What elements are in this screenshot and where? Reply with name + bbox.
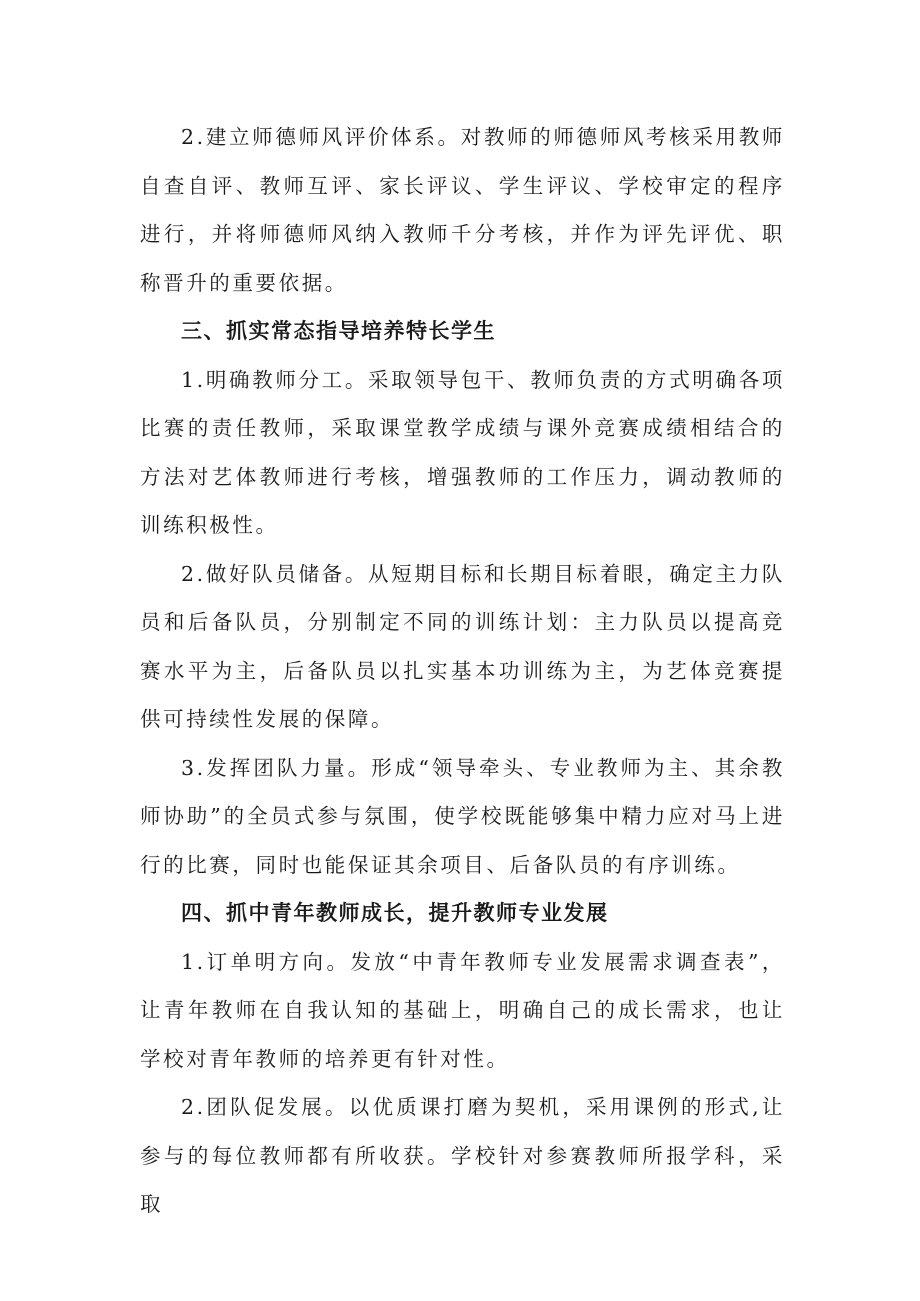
section-heading-four: 四、抓中青年教师成长，提升教师专业发展 <box>181 901 609 925</box>
document-page <box>140 113 785 1229</box>
paragraph-team-strength: 3.发挥团队力量。形成“领导牵头、专业教师为主、其余教师协助”的全员式参与氛围，使学校既能够集中精力应对马上进行的比赛，同时也能保证其余项目、后备队员的有序训练。 <box>140 755 785 877</box>
paragraph-team-development: 2.团队促发展。以优质课打磨为契机，采用课例的形式,让参与的每位教师都有所收获。学校针对参赛教师所报学科，采取 <box>140 1095 785 1216</box>
paragraph-teacher-division: 1.明确教师分工。采取领导包干、教师负责的方式明确各项比赛的责任教师，采取课堂教学成绩与课外竞赛成绩相结合的方法对艺体教师进行考核，增强教师的工作压力，调动教师的训练积极性。 <box>140 367 785 537</box>
paragraph-team-reserve: 2.做好队员储备。从短期目标和长期目标着眼，确定主力队员和后备队员，分别制定不同的训练计划：主力队员以提高竞赛水平为主，后备队员以扎实基本功训练为主，为艺体竞赛提供可持续性发展的保障。 <box>140 561 785 731</box>
paragraph-order-direction: 1.订单明方向。发放“中青年教师专业发展需求调查表”，让青年教师在自我认知的基础上，明确自己的成长需求，也让学校对青年教师的培养更有针对性。 <box>140 949 785 1071</box>
section-heading-three: 三、抓实常态指导培养特长学生 <box>181 319 496 343</box>
paragraph-teacher-ethics-evaluation: 2.建立师德师风评价体系。对教师的师德师风考核采用教师自查自评、教师互评、家长评议、学生评议、学校审定的程序进行，并将师德师风纳入教师千分考核，并作为评先评优、职称晋升的重要依据。 <box>140 125 785 295</box>
